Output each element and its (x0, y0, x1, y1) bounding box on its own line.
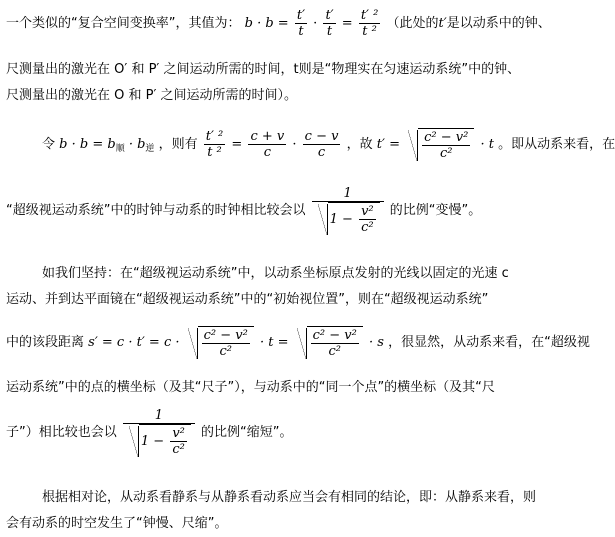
p4-line2: 会有动系的时空发生了“钟慢、尺缩”。 (6, 516, 228, 531)
fraction-tprime-t: $\frac{t'}{t}$ (296, 8, 306, 39)
p3-line5: 子”）相比较也会以 1 1 − $\frac{\text{v²}}{\text{c²}}$ 的比例“缩短”。 (6, 408, 293, 457)
p1-line3: 尺测量出的激光在 O 和 P′ 之间运动所需的时间）。 (6, 88, 298, 103)
sqrt-c2-minus-v2: $\frac{\text{c² − v²}}{\text{c²}}$ (406, 128, 474, 161)
fraction-tprime-sq-t-sq: $\frac{\text{t′ ²}}{\text{t ²}}$ (360, 8, 379, 39)
fraction-c-minus-v: $\frac{c - v}{c}$ (304, 129, 339, 160)
fraction-tprime-sq-t-sq-2: $\frac{\text{t′ ²}}{\text{t ²}}$ (205, 129, 224, 160)
p4-line1: 根据相对论，从动系看静系与从静系看动系应当会有相同的结论，即：从静系来看，则 (42, 490, 537, 505)
p1-intro-text: 一个类似的“复合空间变换率”，其值为： (6, 16, 241, 31)
p3-line2: 运动、并到达平面镜在“超级视运动系统”中的“初始视位置”，则在“超级视运动系统” (6, 292, 489, 307)
sqrt-c2-minus-v2-2: $\frac{\text{c² − v²}}{\text{c²}}$ (186, 326, 254, 359)
fraction-c-plus-v: $\frac{c + v}{c}$ (250, 129, 285, 160)
bb-expression: b · b = (244, 16, 289, 31)
p3-line3: 中的该段距离 s′ = c · t′ = c · $\frac{\text{c² − v²}}{\text{c²}}$ · t = $\frac{\text{c² − v²}}{\text{c²}}$ · s ，很显然，从动系来看，在“超级视 (6, 328, 590, 359)
p1-paren-text: （此处的 (386, 16, 439, 31)
p1-line2: 尺测量出的激光在 O′ 和 P′ 之间运动所需的时间，t则是“物理实在匀速运动系统”中的钟、 (6, 62, 521, 77)
p2-line2: “超级视运动系统”中的时钟与动系的时钟相比较会以 1 1 − $\frac{\text{v²}}{\text{c²}}$ 的比例“变慢”。 (6, 186, 482, 235)
sqrt-1-minus-v2-c2: 1 − $\frac{\text{v²}}{\text{c²}}$ (316, 202, 380, 235)
sqrt-c2-minus-v2-3: $\frac{\text{c² − v²}}{\text{c²}}$ (295, 326, 363, 359)
fraction-one-over-sqrt: 1 1 − $\frac{\text{v²}}{\text{c²}}$ (312, 186, 384, 235)
p3-line4: 运动系统”中的点的横坐标（及其“尺子”），与动系中的“同一个点”的横坐标（及其“尺 (6, 380, 495, 395)
p3-line1: 如我们坚持：在“超级视运动系统”中，以动系坐标原点发射的光线以固定的光速 c (42, 266, 509, 281)
p1-line1: 一个类似的“复合空间变换率”，其值为： b · b = $\frac{t'}{t}$ · $\frac{t'}{t}$ = $\frac{\text{t′ ²}}{\text{t ²}}$ （此处的t′是以动系中的钟、 (6, 8, 551, 39)
p2-line1: 令 $b \cdot b = b_顺 \cdot b_逆$ ，则有 $\frac{\text{t′ ²}}{\text{t ²}}$ = $\frac{c + v}{c}$ · $\frac{c - v}{c}$ ，故 t′ = $\frac{\text{c² − v²}}{\text{c²}}$ · t 。即从动系来看，在 (42, 129, 615, 161)
fraction-one-over-sqrt-2: 1 1 − $\frac{\text{v²}}{\text{c²}}$ (123, 408, 195, 457)
fraction-tprime-t-2: $\frac{t'}{t}$ (325, 8, 334, 39)
sqrt-1-minus-v2-c2-2: 1 − $\frac{\text{v²}}{\text{c²}}$ (127, 424, 191, 457)
